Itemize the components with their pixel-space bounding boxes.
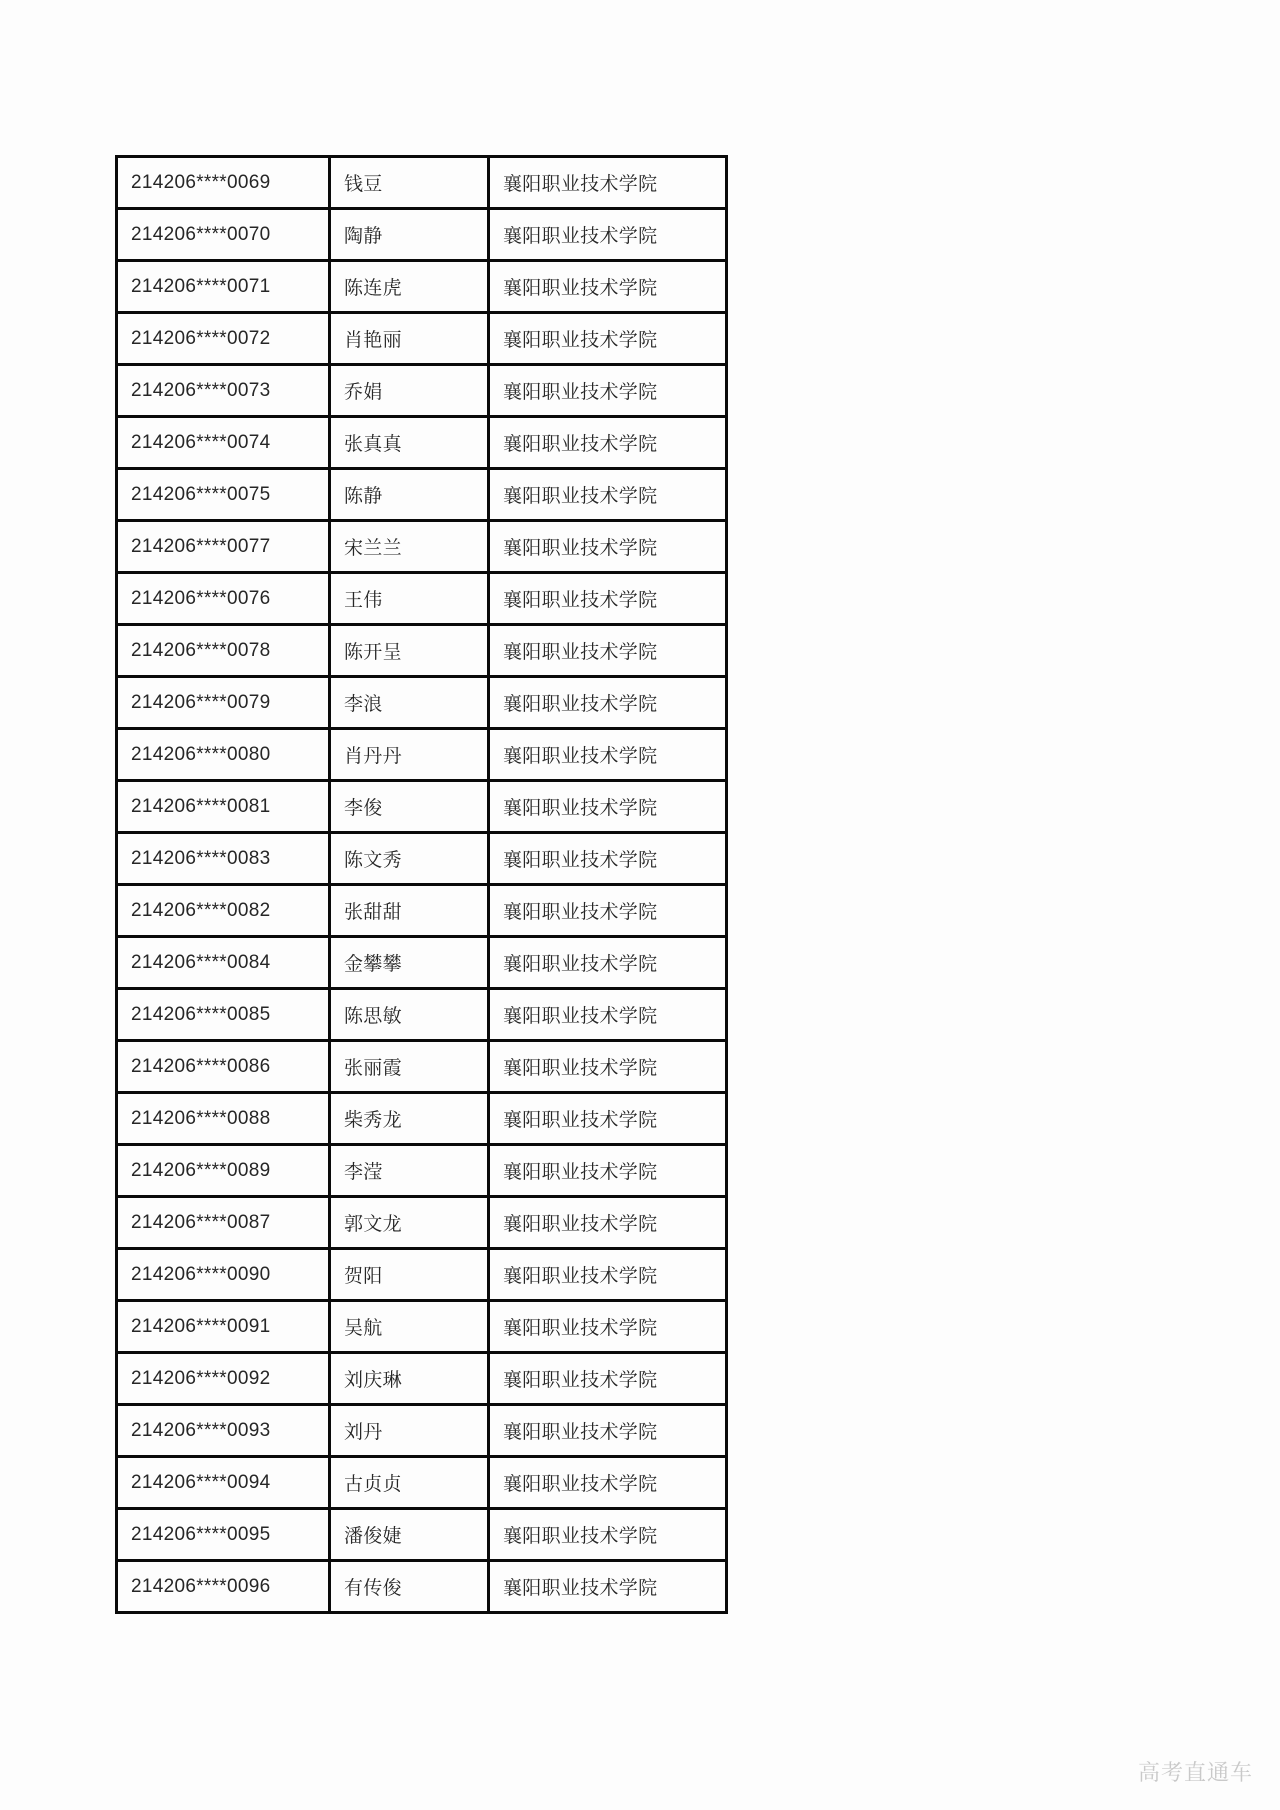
exam-id-cell: 214206****0096 xyxy=(117,1561,330,1613)
table-row xyxy=(117,729,727,781)
name-cell: 郭文龙 xyxy=(330,1197,489,1249)
candidates-table-body xyxy=(117,157,727,1613)
name-cell: 李滢 xyxy=(330,1145,489,1197)
school-cell: 襄阳职业技术学院 xyxy=(489,521,727,573)
name-cell: 张甜甜 xyxy=(330,885,489,937)
table-row xyxy=(117,365,727,417)
table-row xyxy=(117,1145,727,1197)
name-cell: 李俊 xyxy=(330,781,489,833)
exam-id-cell: 214206****0095 xyxy=(117,1509,330,1561)
school-cell: 襄阳职业技术学院 xyxy=(489,1041,727,1093)
exam-id-cell: 214206****0078 xyxy=(117,625,330,677)
table-row xyxy=(117,209,727,261)
name-cell: 陈静 xyxy=(330,469,489,521)
school-cell: 襄阳职业技术学院 xyxy=(489,1353,727,1405)
name-cell: 贺阳 xyxy=(330,1249,489,1301)
school-cell: 襄阳职业技术学院 xyxy=(489,1561,727,1613)
school-cell: 襄阳职业技术学院 xyxy=(489,1249,727,1301)
exam-id-cell: 214206****0093 xyxy=(117,1405,330,1457)
school-cell: 襄阳职业技术学院 xyxy=(489,885,727,937)
exam-id-cell: 214206****0073 xyxy=(117,365,330,417)
table-row xyxy=(117,1301,727,1353)
school-cell: 襄阳职业技术学院 xyxy=(489,677,727,729)
exam-id-cell: 214206****0076 xyxy=(117,573,330,625)
name-cell: 肖艳丽 xyxy=(330,313,489,365)
school-cell: 襄阳职业技术学院 xyxy=(489,469,727,521)
exam-id-cell: 214206****0071 xyxy=(117,261,330,313)
name-cell: 潘俊婕 xyxy=(330,1509,489,1561)
name-cell: 乔娟 xyxy=(330,365,489,417)
name-cell: 刘庆琳 xyxy=(330,1353,489,1405)
name-cell: 肖丹丹 xyxy=(330,729,489,781)
name-cell: 陈开呈 xyxy=(330,625,489,677)
school-cell: 襄阳职业技术学院 xyxy=(489,365,727,417)
table-row xyxy=(117,313,727,365)
table-row xyxy=(117,937,727,989)
name-cell: 陈连虎 xyxy=(330,261,489,313)
exam-id-cell: 214206****0077 xyxy=(117,521,330,573)
table-row xyxy=(117,833,727,885)
table-row xyxy=(117,157,727,209)
table-row xyxy=(117,781,727,833)
name-cell: 张丽霞 xyxy=(330,1041,489,1093)
name-cell: 刘丹 xyxy=(330,1405,489,1457)
school-cell: 襄阳职业技术学院 xyxy=(489,625,727,677)
table-row xyxy=(117,1041,727,1093)
school-cell: 襄阳职业技术学院 xyxy=(489,1301,727,1353)
school-cell: 襄阳职业技术学院 xyxy=(489,573,727,625)
table-row xyxy=(117,1561,727,1613)
name-cell: 李浪 xyxy=(330,677,489,729)
exam-id-cell: 214206****0089 xyxy=(117,1145,330,1197)
table-row xyxy=(117,1093,727,1145)
name-cell: 张真真 xyxy=(330,417,489,469)
table-row xyxy=(117,1509,727,1561)
name-cell: 吴航 xyxy=(330,1301,489,1353)
school-cell: 襄阳职业技术学院 xyxy=(489,417,727,469)
table-row xyxy=(117,677,727,729)
name-cell: 陶静 xyxy=(330,209,489,261)
exam-id-cell: 214206****0074 xyxy=(117,417,330,469)
name-cell: 王伟 xyxy=(330,573,489,625)
name-cell: 宋兰兰 xyxy=(330,521,489,573)
exam-id-cell: 214206****0082 xyxy=(117,885,330,937)
school-cell: 襄阳职业技术学院 xyxy=(489,729,727,781)
table-row xyxy=(117,1249,727,1301)
table-row xyxy=(117,1457,727,1509)
exam-id-cell: 214206****0092 xyxy=(117,1353,330,1405)
school-cell: 襄阳职业技术学院 xyxy=(489,1145,727,1197)
school-cell: 襄阳职业技术学院 xyxy=(489,261,727,313)
exam-id-cell: 214206****0087 xyxy=(117,1197,330,1249)
name-cell: 古贞贞 xyxy=(330,1457,489,1509)
name-cell: 钱豆 xyxy=(330,157,489,209)
table-row xyxy=(117,521,727,573)
table-row xyxy=(117,625,727,677)
exam-id-cell: 214206****0081 xyxy=(117,781,330,833)
school-cell: 襄阳职业技术学院 xyxy=(489,1197,727,1249)
school-cell: 襄阳职业技术学院 xyxy=(489,781,727,833)
exam-id-cell: 214206****0069 xyxy=(117,157,330,209)
table-row xyxy=(117,885,727,937)
school-cell: 襄阳职业技术学院 xyxy=(489,313,727,365)
name-cell: 金攀攀 xyxy=(330,937,489,989)
school-cell: 襄阳职业技术学院 xyxy=(489,209,727,261)
school-cell: 襄阳职业技术学院 xyxy=(489,1509,727,1561)
exam-id-cell: 214206****0084 xyxy=(117,937,330,989)
name-cell: 陈文秀 xyxy=(330,833,489,885)
school-cell: 襄阳职业技术学院 xyxy=(489,1093,727,1145)
table-row xyxy=(117,1197,727,1249)
watermark: 高考直通车 xyxy=(1137,1760,1253,1785)
table-row xyxy=(117,989,727,1041)
exam-id-cell: 214206****0090 xyxy=(117,1249,330,1301)
exam-id-cell: 214206****0091 xyxy=(117,1301,330,1353)
exam-id-cell: 214206****0094 xyxy=(117,1457,330,1509)
table-row xyxy=(117,1405,727,1457)
table-row xyxy=(117,261,727,313)
exam-id-cell: 214206****0070 xyxy=(117,209,330,261)
exam-id-cell: 214206****0088 xyxy=(117,1093,330,1145)
school-cell: 襄阳职业技术学院 xyxy=(489,157,727,209)
school-cell: 襄阳职业技术学院 xyxy=(489,1405,727,1457)
school-cell: 襄阳职业技术学院 xyxy=(489,989,727,1041)
school-cell: 襄阳职业技术学院 xyxy=(489,833,727,885)
table-row xyxy=(117,469,727,521)
name-cell: 陈思敏 xyxy=(330,989,489,1041)
table-row xyxy=(117,1353,727,1405)
school-cell: 襄阳职业技术学院 xyxy=(489,937,727,989)
exam-id-cell: 214206****0080 xyxy=(117,729,330,781)
exam-id-cell: 214206****0086 xyxy=(117,1041,330,1093)
table-row xyxy=(117,417,727,469)
exam-id-cell: 214206****0079 xyxy=(117,677,330,729)
school-cell: 襄阳职业技术学院 xyxy=(489,1457,727,1509)
name-cell: 柴秀龙 xyxy=(330,1093,489,1145)
exam-id-cell: 214206****0072 xyxy=(117,313,330,365)
exam-id-cell: 214206****0075 xyxy=(117,469,330,521)
table-row xyxy=(117,573,727,625)
candidates-table xyxy=(115,155,728,1614)
exam-id-cell: 214206****0083 xyxy=(117,833,330,885)
exam-id-cell: 214206****0085 xyxy=(117,989,330,1041)
name-cell: 有传俊 xyxy=(330,1561,489,1613)
